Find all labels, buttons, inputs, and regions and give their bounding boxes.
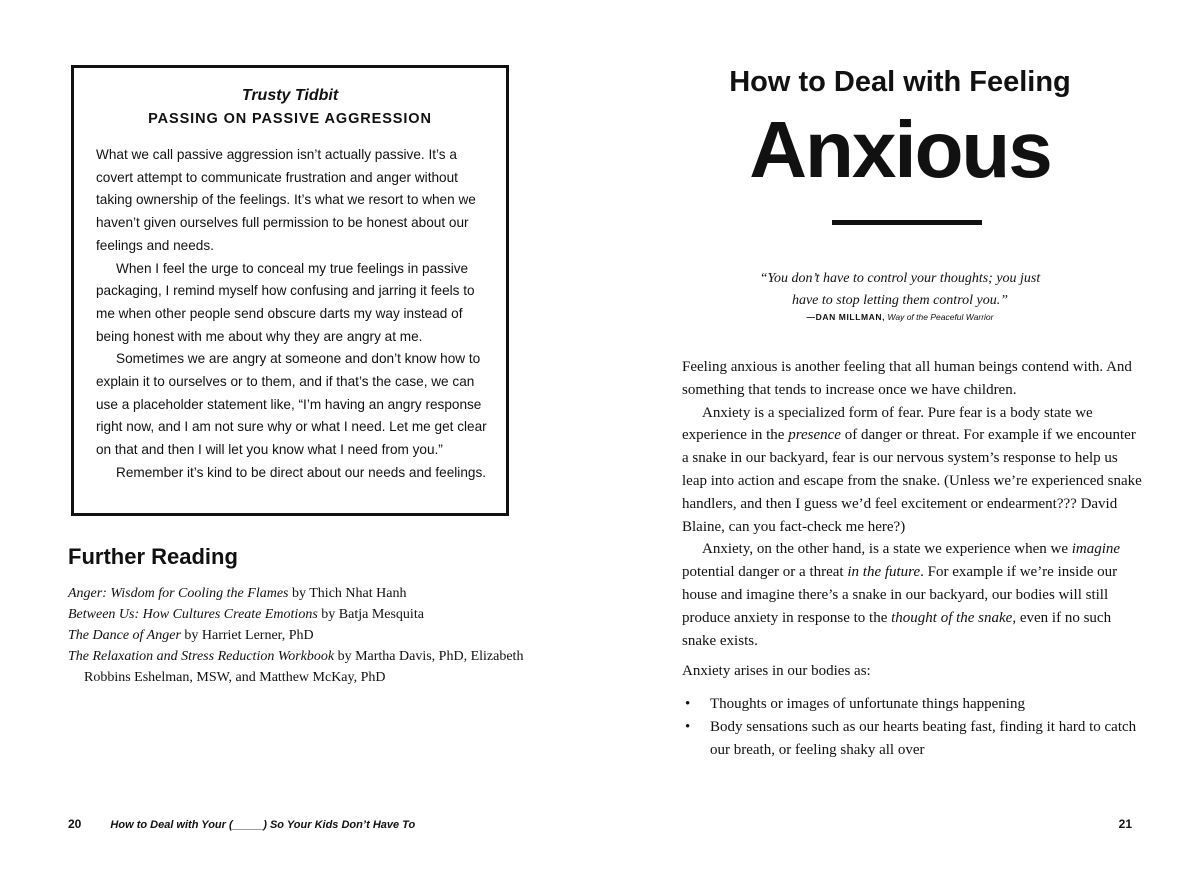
body-paragraph <box>682 538 1142 652</box>
bullet-item <box>682 693 1142 716</box>
book-author: by Thich Nhat Hanh <box>288 586 407 601</box>
epigraph-quote <box>600 268 1200 312</box>
bullet-text: Thoughts or images of unfortunate things happening <box>710 696 1025 713</box>
sidebar-title: PASSING ON PASSIVE AGGRESSION <box>148 111 432 127</box>
bullet-item <box>682 716 1142 762</box>
text-run: Anxiety, on the other hand, is a state we experience when we <box>702 541 1072 558</box>
reading-list-item <box>68 646 538 688</box>
sidebar-paragraph: When I feel the urge to conceal my true feelings in passive packaging, I remind myself how confusing and jarring it feels to me when other people send obscure darts my way instead of being honest with me about why they are angry at me. <box>96 260 475 344</box>
text-run: . For example if we’re inside our house and imagine there’s a snake in our backyard, our bodies will still produce anxiety in response to the <box>682 564 1118 626</box>
bullet-list <box>682 693 1142 761</box>
right-page <box>600 0 1200 873</box>
chapter-title-prefix: How to Deal with Feeling <box>729 66 1071 98</box>
sidebar-paragraph: What we call passive aggression isn’t actually passive. It’s a covert attempt to communicate frustration and anger without taking ownership of the feelings. It’s what we resort to when we haven’t given ourselves full permission to be honest about our feelings and needs. <box>96 147 476 253</box>
page-number: 20 <box>68 817 82 831</box>
trusty-tidbit-sidebar <box>71 65 509 516</box>
epigraph-attribution <box>600 312 1200 322</box>
bullet-icon: • <box>685 718 691 735</box>
sidebar-paragraph: Sometimes we are angry at someone and don’t know how to explain it to ourselves or to them, and if that’s the case, we can use a placeholder statement like, “I’m having an angry response right now, and I am not sure why or what I need. Let me get clear on that and then I will let you know what I need from you.” <box>96 351 487 458</box>
sidebar-paragraph: Remember it’s kind to be direct about our needs and feelings. <box>116 464 487 480</box>
body-paragraph <box>682 402 1142 539</box>
running-title: How to Deal with Your (_____) So Your Kids Don’t Have To <box>110 819 416 831</box>
book-title: Between Us: How Cultures Create Emotions <box>68 607 318 622</box>
epigraph-line: “You don’t have to control your thoughts; you just <box>759 271 1041 286</box>
chapter-body <box>682 356 1142 762</box>
book-author: by Harriet Lerner, PhD <box>180 628 314 643</box>
page-number: 21 <box>1118 817 1132 831</box>
book-title: The Relaxation and Stress Reduction Workbook <box>68 649 335 664</box>
list-lead-in: Anxiety arises in our bodies as: <box>682 663 871 680</box>
bullet-text: Body sensations such as our hearts beating fast, finding it hard to catch our breath, or feeling shaky all over <box>710 718 1137 758</box>
further-reading-heading: Further Reading <box>68 544 238 569</box>
text-run: , even if no such snake exists. <box>682 609 1112 649</box>
further-reading-list <box>68 583 538 688</box>
book-title: Anger: Wisdom for Cooling the Flames <box>68 586 289 601</box>
chapter-title-main: Anxious <box>749 105 1051 194</box>
sidebar-label: Trusty Tidbit <box>241 87 339 104</box>
text-run: of danger or threat. For example if we encounter a snake in our backyard, fear is our nervous system’s response to help us leap into action and escape from the snake. (Unless we’re experienced snake handlers, and then I guess we’d feel excitement or endearment??? David Blaine, can you fact-check me here?) <box>682 427 1142 535</box>
emphasis: imagine <box>1071 541 1121 558</box>
book-title: The Dance of Anger <box>68 628 181 643</box>
emphasis: in the future <box>847 564 921 581</box>
text-run: Anxiety is a specialized form of fear. Pure fear is a body state we experience in the <box>682 404 1093 444</box>
sidebar-body <box>96 144 492 485</box>
book-author: by Martha Davis, PhD, Elizabeth Robbins Eshelman, MSW, and Matthew McKay, PhD <box>84 649 524 685</box>
bullet-icon: • <box>685 696 691 713</box>
reading-list-item <box>68 625 538 646</box>
reading-list-item <box>68 583 538 604</box>
book-author: by Batja Mesquita <box>317 607 424 622</box>
left-footer <box>68 817 415 831</box>
quote-source: Way of the Peaceful Warrior <box>887 312 994 322</box>
emphasis: presence <box>788 427 841 444</box>
body-paragraph: Feeling anxious is another feeling that all human beings contend with. And something that tends to increase once we have children. <box>682 359 1132 398</box>
reading-list-item <box>68 604 538 625</box>
text-run: potential danger or a threat <box>682 564 848 581</box>
quote-author: —DAN MILLMAN, <box>806 312 886 322</box>
title-rule <box>832 220 982 225</box>
epigraph-line: have to stop letting them control you.” <box>791 293 1009 308</box>
emphasis: thought of the snake <box>891 609 1013 626</box>
right-footer <box>1119 817 1132 831</box>
